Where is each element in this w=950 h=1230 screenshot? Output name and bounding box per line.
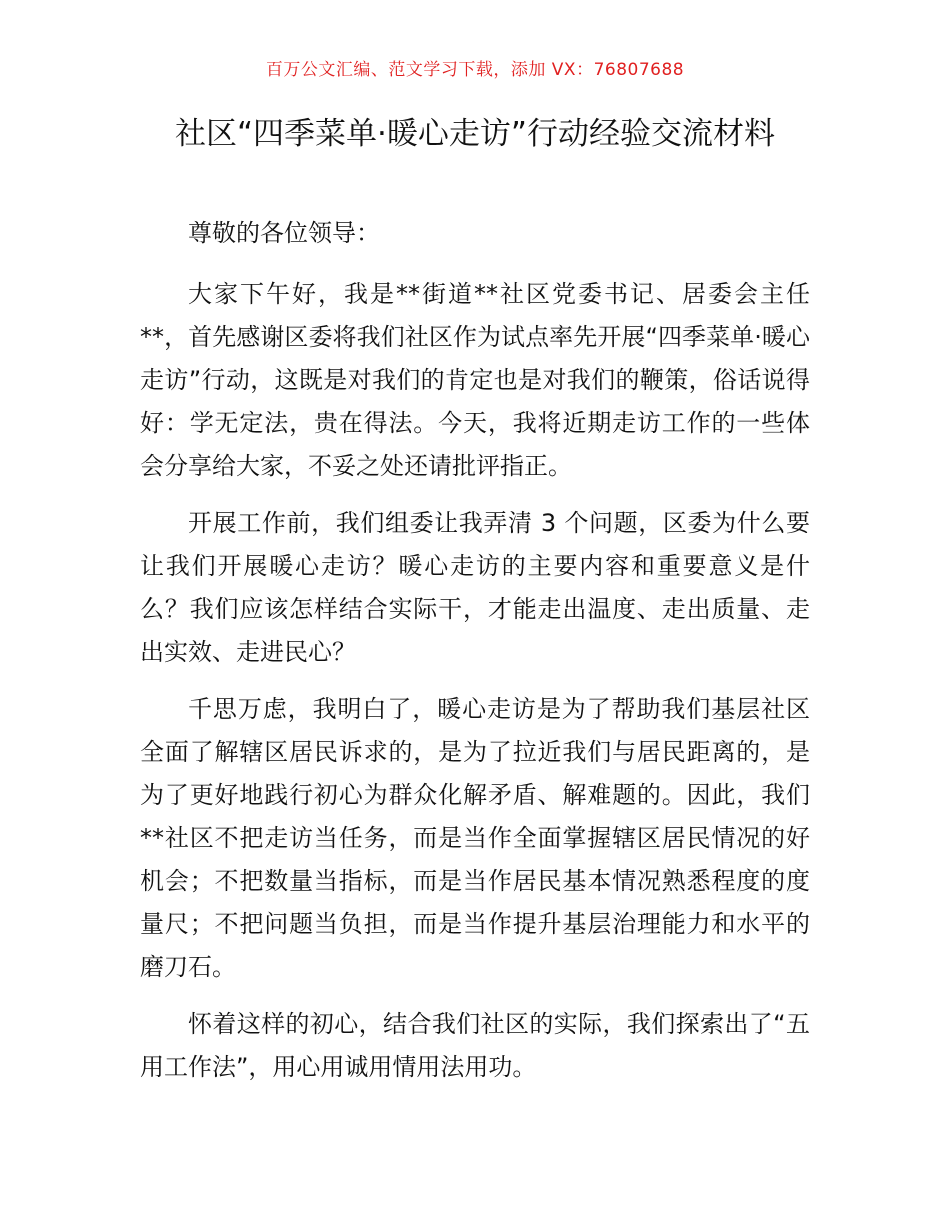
- salutation: 尊敬的各位领导：: [188, 219, 380, 247]
- paragraph-understanding: 千思万虑，我明白了，暖心走访是为了帮助我们基层社区全面了解辖区居民诉求的，是为了拉近我们与居民距离的，是为了更好地践行初心为群众化解矛盾、解难题的。因此，我们**社区不把走访当任务，而是当作全面掌握辖区居民情况的好机会；不把数量当指标，而是当作居民基本情况熟悉程度的度量尺；不把问题当负担，而是当作提升基层治理能力和水平的磨刀石。: [140, 695, 810, 981]
- paragraph-opening: 大家下午好，我是**街道**社区党委书记、居委会主任**，首先感谢区委将我们社区作为试点率先开展“四季菜单·暖心走访”行动，这既是对我们的肯定也是对我们的鞭策，俗话说得好：学无定法，贵在得法。今天，我将近期走访工作的一些体会分享给大家，不妥之处还请批评指正。: [140, 280, 810, 480]
- paragraph-method: 怀着这样的初心，结合我们社区的实际，我们探索出了“五用工作法”，用心用诚用情用法用功。: [140, 1010, 810, 1081]
- header-banner: 百万公文汇编、范文学习下载，添加 VX：76807688: [265, 60, 685, 80]
- document-body: [140, 212, 810, 1103]
- paragraph-questions: 开展工作前，我们组委让我弄清 3 个问题，区委为什么要让我们开展暖心走访？暖心走访的主要内容和重要意义是什么？我们应该怎样结合实际干，才能走出温度、走出质量、走出实效、走进民心？: [140, 509, 810, 666]
- document-title: 社区“四季菜单·暖心走访”行动经验交流材料: [175, 116, 775, 152]
